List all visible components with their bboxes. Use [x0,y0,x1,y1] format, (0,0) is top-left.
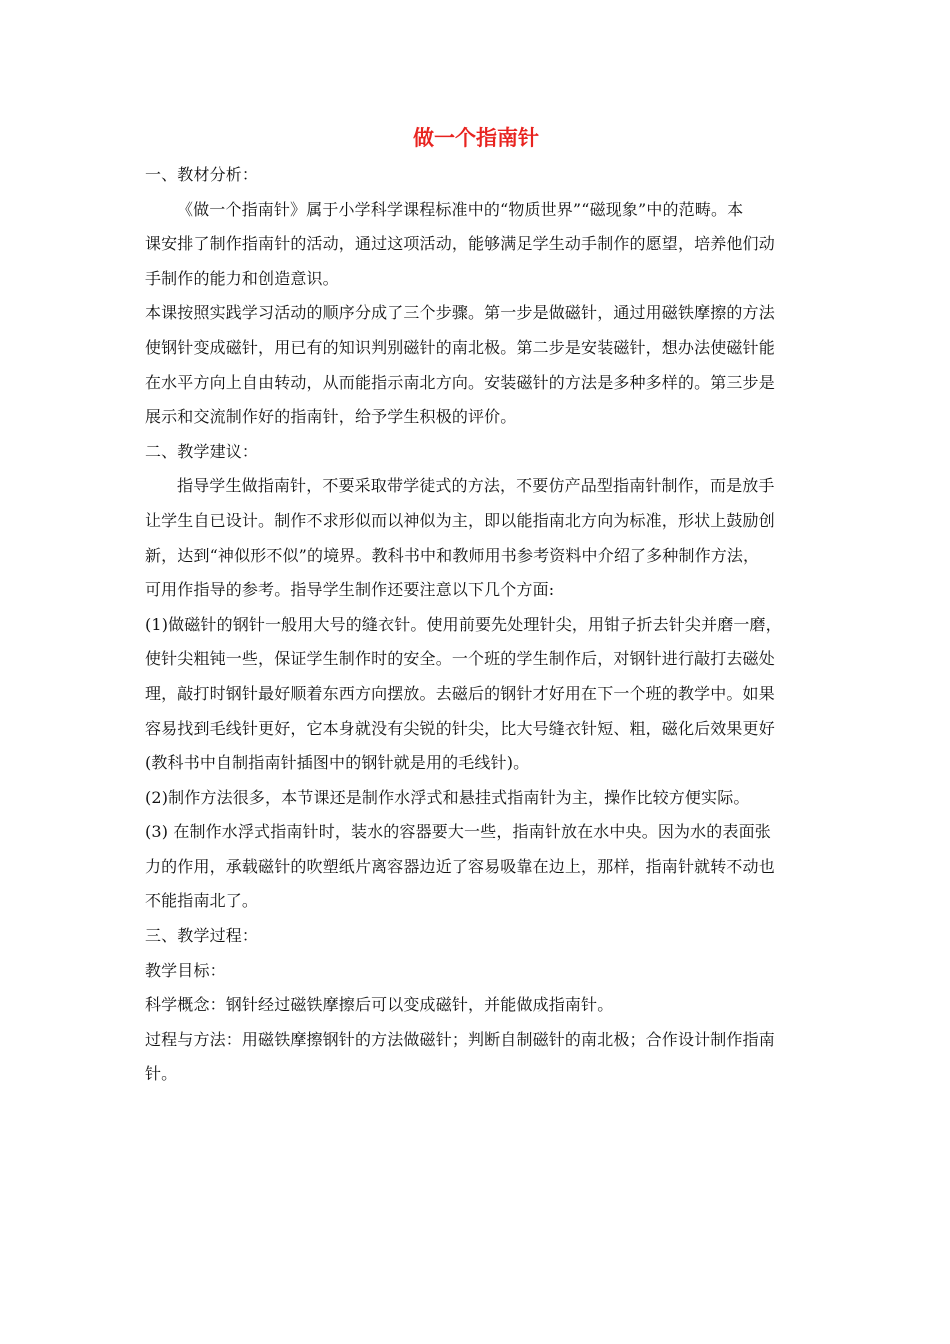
paragraph-line: 本课按照实践学习活动的顺序分成了三个步骤。第一步是做磁针，通过用磁铁摩擦的方法 [145,303,775,323]
paragraph-line: 让学生自已设计。制作不求形似而以神似为主，即以能指南北方向为标准，形状上鼓励创 [145,510,775,530]
paragraph-line: 可用作指导的参考。指导学生制作还要注意以下几个方面: [145,580,555,600]
document-title: 做一个指南针 [413,126,539,150]
paragraph-line: 使钢针变成磁针，用已有的知识判别磁针的南北极。第二步是安装磁针，想办法使磁针能 [145,337,775,357]
section-heading-process: 三、教学过程： [145,926,259,946]
paragraph-line: 指导学生做指南针，不要采取带学徒式的方法，不要仿产品型指南针制作，而是放手 [177,476,775,496]
list-item-line: 使针尖粗钝一些，保证学生制作时的安全。一个班的学生制作后，对钢针进行敲打去磁处 [145,649,775,669]
list-item-line: (2)制作方法很多，本节课还是制作水浮式和悬挂式指南针为主，操作比较方便实际。 [145,787,750,807]
list-item-line: (教科书中自制指南针插图中的钢针就是用的毛线针)。 [145,753,530,773]
paragraph-line: 在水平方向上自由转动，从而能指示南北方向。安装磁针的方法是多种多样的。第三步是 [145,372,775,392]
list-item-line: 不能指南北了。 [145,891,259,911]
section-heading-materials: 一、教材分析： [145,165,259,184]
section-heading-suggestions: 二、教学建议： [145,441,259,461]
paragraph-line: 针。 [145,1064,178,1084]
list-item-line: 理，敲打时钢针最好顺着东西方向摆放。去磁后的钢针才好用在下一个班的教学中。如果 [145,683,775,703]
paragraph-line: 课安排了制作指南针的活动，通过这项活动，能够满足学生动手制作的愿望，培养他们动 [145,234,775,254]
paragraph-line: 科学概念：钢针经过磁铁摩擦后可以变成磁针，并能做成指南针。 [145,995,614,1015]
subheading-objectives: 教学目标： [145,960,226,980]
paragraph-line: 过程与方法：用磁铁摩擦钢针的方法做磁针；判断自制磁针的南北极；合作设计制作指南 [145,1029,775,1049]
document-body [145,120,807,1092]
paragraph-line: 《做一个指南针》属于小学科学课程标准中的“物质世界”“磁现象”中的范畴。本 [177,199,744,219]
paragraph-line: 手制作的能力和创造意识。 [145,268,339,288]
paragraph-line: 新，达到“神似形不似”的境界。教科书中和教师用书参考资料中介绍了多种制作方法， [145,545,760,565]
list-item-line: 力的作用，承载磁针的吹塑纸片离容器边近了容易吸靠在边上，那样，指南针就转不动也 [145,856,775,876]
list-item-line: (1)做磁针的钢针一般用大号的缝衣针。使用前要先处理针尖，用钳子折去针尖并磨一磨， [145,614,782,634]
list-item-line: 容易找到毛线针更好，它本身就没有尖锐的针尖，比大号缝衣针短、粗，磁化后效果更好 [145,718,775,738]
list-item-line: (3) 在制作水浮式指南针时，装水的容器要大一些，指南针放在水中央。因为水的表面张 [145,822,771,842]
paragraph-line: 展示和交流制作好的指南针，给予学生积极的评价。 [145,407,517,427]
